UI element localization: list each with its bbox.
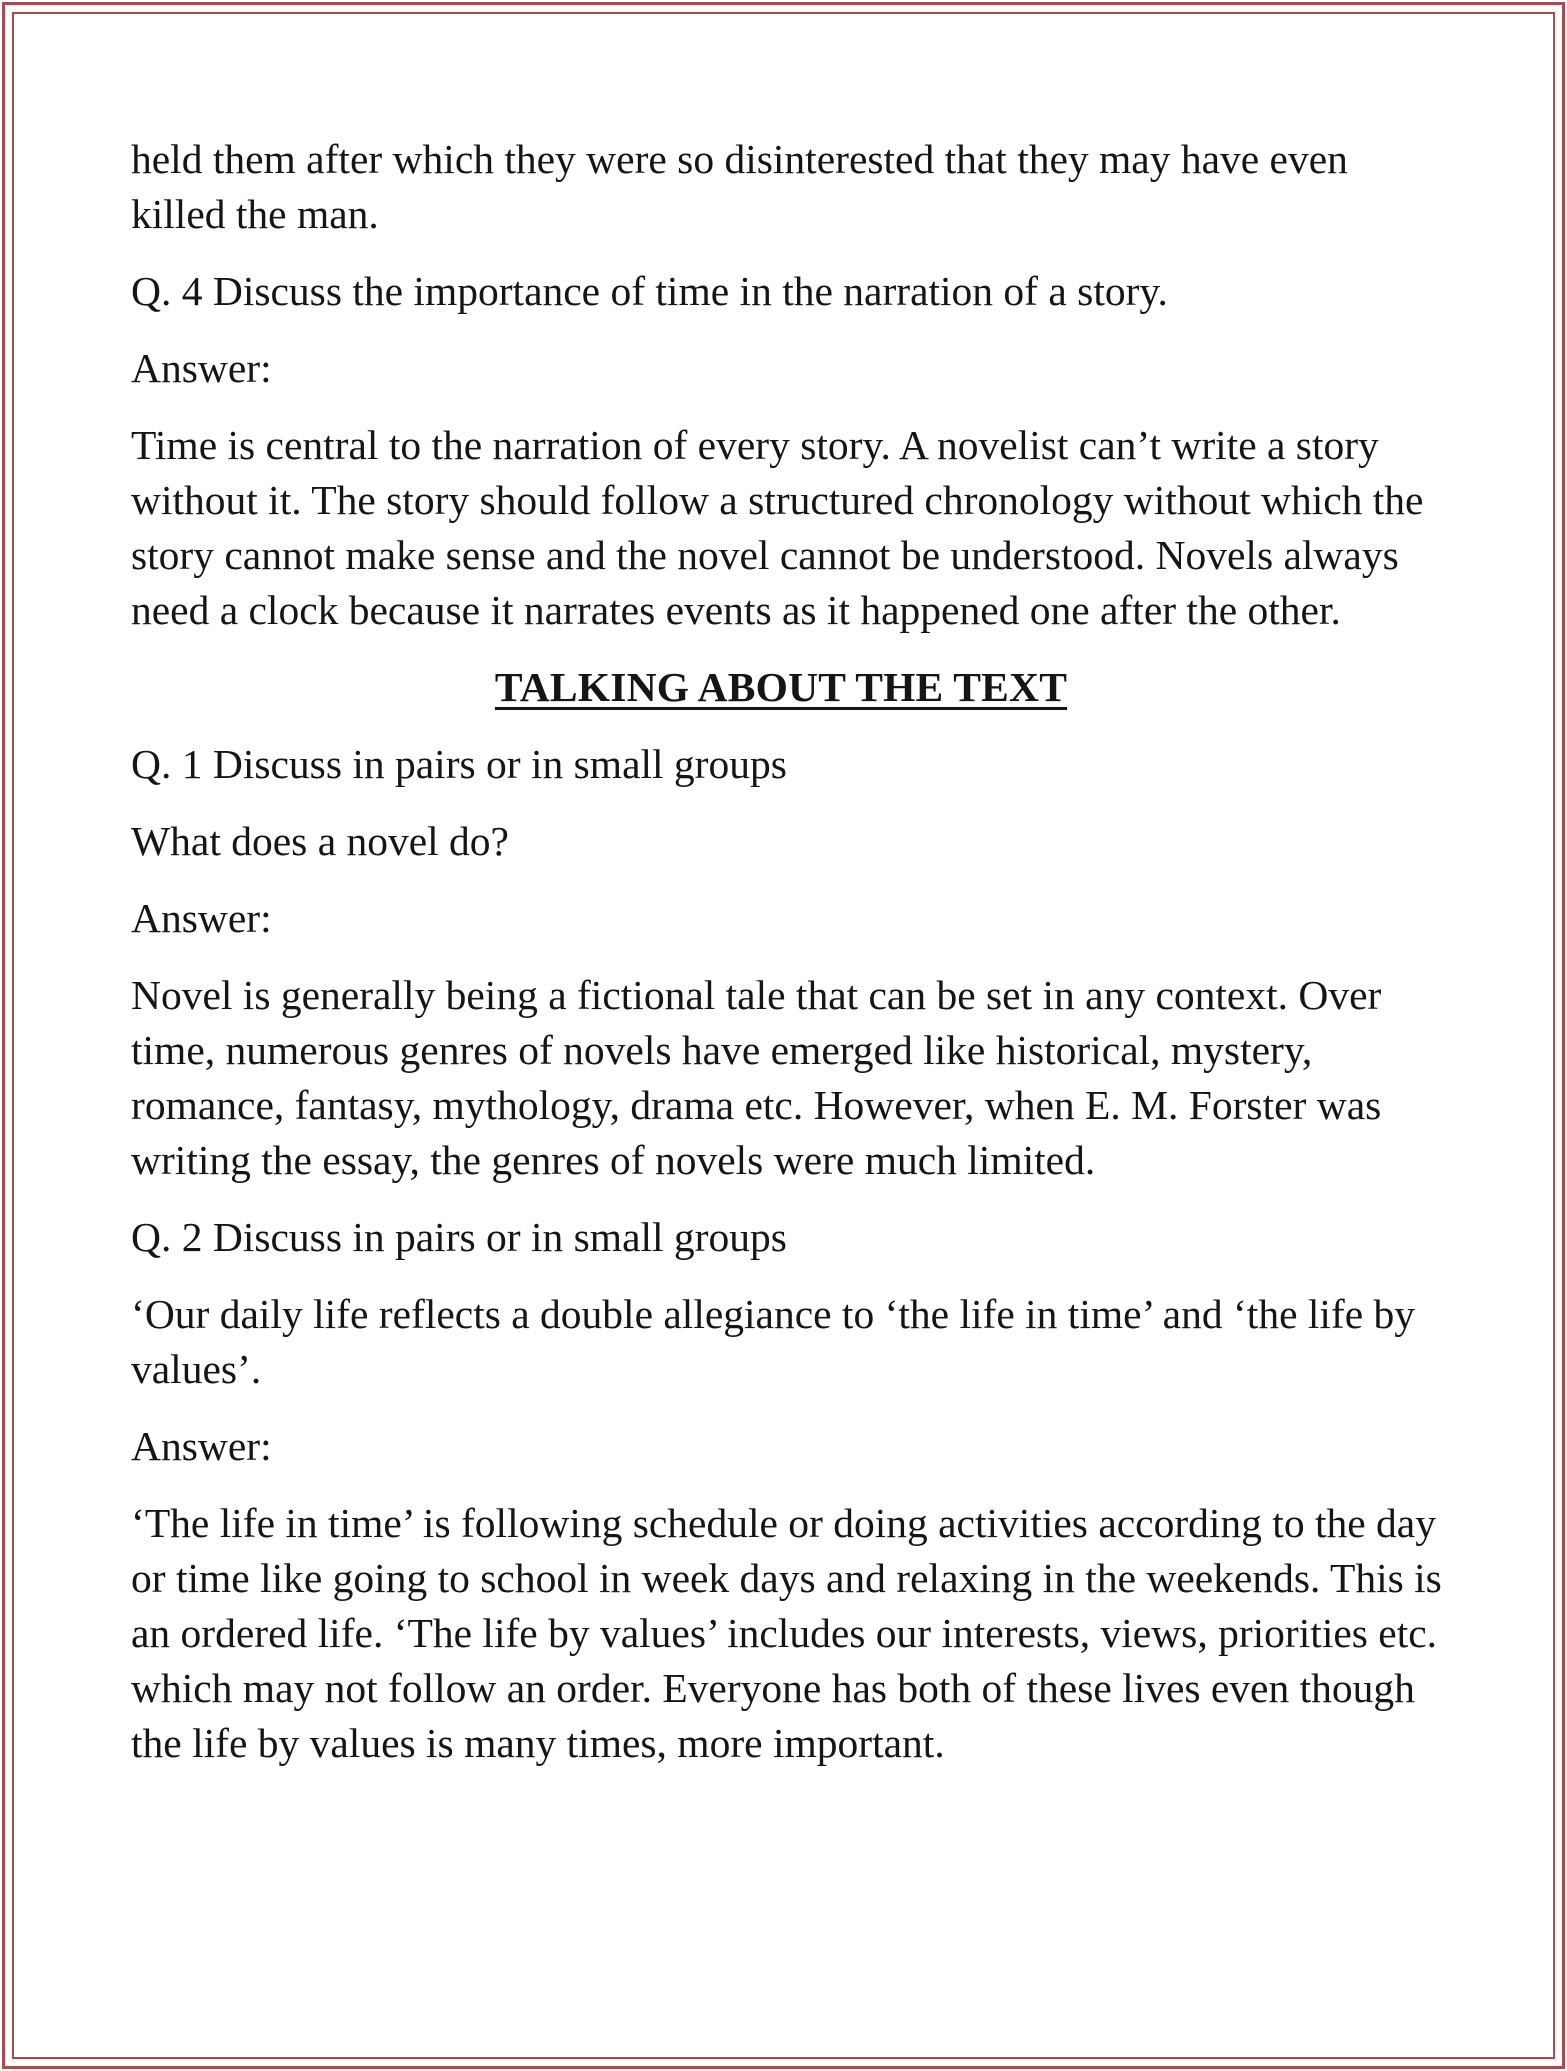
- answer-label: Answer:: [131, 895, 272, 941]
- document-body: [131, 132, 1451, 1771]
- talk-answer-2-paragraph: ‘The life in time’ is following schedule or doing activities according to the day or time like going to school in week days and relaxing in the weekends. This is an ordered life. ‘The life by values’ includes our interests, views, priorities etc. which may not follow an order. Everyone has both of these lives even though the life by values is many times, more important.: [131, 1500, 1442, 1766]
- section-heading: TALKING ABOUT THE TEXT: [494, 664, 1068, 710]
- answer-label: Answer:: [131, 345, 272, 391]
- talk-question-2-prompt: ‘Our daily life reflects a double allegiance to ‘the life in time’ and ‘the life by values’.: [131, 1291, 1416, 1392]
- continuation-paragraph: held them after which they were so disinterested that they may have even killed the man.: [131, 136, 1348, 237]
- talk-question-1: Q. 1 Discuss in pairs or in small groups: [131, 741, 787, 787]
- answer-label: Answer:: [131, 1423, 272, 1469]
- answer-4-paragraph: Time is central to the narration of every story. A novelist can’t write a story without it. The story should follow a structured chronology without which the story cannot make sense and the novel cannot be understood. Novels always need a clock because it narrates events as it happened one after the other.: [131, 422, 1424, 633]
- talk-question-2: Q. 2 Discuss in pairs or in small groups: [131, 1214, 787, 1260]
- talk-answer-1-paragraph: Novel is generally being a fictional tale that can be set in any context. Over time, numerous genres of novels have emerged like historical, mystery, romance, fantasy, mythology, drama etc. However, when E. M. Forster was writing the essay, the genres of novels were much limited.: [131, 972, 1382, 1183]
- talk-question-1-prompt: What does a novel do?: [131, 818, 509, 864]
- question-4: Q. 4 Discuss the importance of time in the narration of a story.: [131, 268, 1168, 314]
